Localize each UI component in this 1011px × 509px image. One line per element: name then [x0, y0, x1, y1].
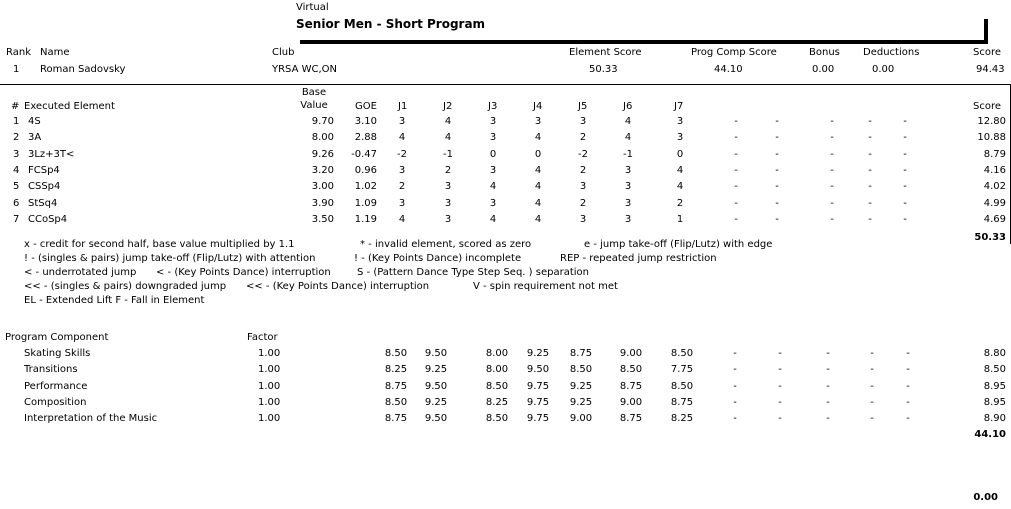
factor-header: Factor [247, 332, 278, 343]
element-base-value: 3.90 [311, 197, 334, 209]
element-score: 12.80 [977, 116, 1006, 127]
component-judge-score: 9.50 [424, 380, 448, 392]
element-judge-empty: - [903, 213, 907, 225]
element-judge-score: 4 [534, 197, 542, 209]
component-name: Transitions [24, 364, 78, 376]
component-score: 8.90 [983, 413, 1006, 425]
element-judge-score: -1 [623, 148, 633, 160]
element-judge-empty: - [830, 148, 834, 160]
element-score: 4.02 [983, 181, 1006, 193]
element-judge-score: 3 [489, 132, 497, 144]
element-judge-score: 0 [534, 148, 542, 160]
header-bracket [984, 19, 988, 44]
element-name: FCSp4 [28, 164, 60, 176]
element-judge-score: 3 [534, 116, 542, 127]
component-judge-empty: - [870, 364, 874, 376]
component-score: 8.50 [983, 364, 1006, 376]
element-name: CSSp4 [28, 181, 61, 193]
legend-incomplete: ! - (Key Points Dance) incomplete [354, 253, 522, 264]
component-factor: 1.00 [258, 380, 281, 392]
element-judge-score: 3 [444, 197, 452, 209]
element-judge-score: -1 [443, 148, 453, 160]
element-judge-empty: - [903, 148, 907, 160]
component-judge-score: 8.00 [485, 364, 509, 376]
element-judge-empty: - [775, 148, 779, 160]
skater-name: Roman Sadovsky [40, 64, 126, 75]
section-divider [0, 84, 1011, 85]
goe-header: GOE [355, 101, 377, 112]
element-judge-score: 4 [534, 213, 542, 225]
element-judge-empty: - [775, 197, 779, 209]
component-factor: 1.00 [258, 413, 281, 425]
element-score-header: Element Score [569, 47, 642, 58]
legend-rep: REP - repeated jump restriction [560, 253, 717, 264]
component-judge-empty: - [906, 396, 910, 408]
element-base-value: 3.20 [311, 164, 334, 176]
element-judge-empty: - [830, 197, 834, 209]
name-header: Name [40, 47, 70, 58]
element-judge-score: 2 [579, 164, 587, 176]
component-judge-empty: - [826, 364, 830, 376]
header-underline [300, 40, 986, 44]
component-judge-empty: - [733, 413, 737, 425]
component-judge-empty: - [778, 380, 782, 392]
component-judge-score: 9.25 [526, 348, 550, 359]
skater-club: YRSA WC,ON [272, 64, 338, 75]
element-goe: 3.10 [354, 116, 377, 127]
element-num-header: # [11, 101, 20, 112]
component-judge-empty: - [906, 348, 910, 359]
element-judge-empty: - [775, 181, 779, 193]
component-judge-empty: - [906, 413, 910, 425]
j5-header: J5 [578, 101, 588, 112]
element-score-col-header: Score [973, 101, 1002, 112]
component-judge-score: 9.25 [424, 396, 448, 408]
component-name: Performance [24, 380, 88, 392]
component-judge-empty: - [826, 413, 830, 425]
element-judge-score: 2 [444, 164, 452, 176]
element-name: 3Lz+3T< [28, 148, 75, 160]
element-goe: 1.09 [354, 197, 377, 209]
element-score: 4.16 [983, 164, 1006, 176]
component-judge-score: 8.50 [485, 380, 509, 392]
element-judge-empty: - [734, 197, 738, 209]
element-judge-score: 4 [624, 132, 632, 144]
legend-spin-req: V - spin requirement not met [473, 281, 618, 292]
deductions-total: 0.00 [973, 492, 998, 503]
component-judge-score: 8.75 [619, 380, 643, 392]
legend-separation: S - (Pattern Dance Type Step Seq. ) separation [357, 267, 589, 278]
component-judge-score: 8.50 [384, 348, 408, 359]
element-name: StSq4 [28, 197, 58, 209]
component-judge-score: 8.50 [384, 396, 408, 408]
j4-header: J4 [533, 101, 543, 112]
element-judge-score: 4 [534, 181, 542, 193]
component-judge-empty: - [906, 380, 910, 392]
component-score: 8.80 [983, 348, 1006, 359]
element-judge-score: 3 [489, 116, 497, 127]
element-judge-empty: - [868, 181, 872, 193]
element-base-value: 9.26 [311, 148, 334, 160]
element-judge-score: 2 [579, 132, 587, 144]
component-factor: 1.00 [258, 396, 281, 408]
element-judge-score: -2 [397, 148, 407, 160]
component-judge-empty: - [826, 348, 830, 359]
event-subtitle: Virtual [296, 2, 329, 13]
element-judge-empty: - [903, 116, 907, 127]
element-score: 4.69 [983, 213, 1006, 225]
component-judge-score: 8.75 [384, 380, 408, 392]
element-judge-score: 3 [398, 164, 406, 176]
component-score: 8.95 [983, 380, 1006, 392]
component-judge-score: 9.50 [526, 364, 550, 376]
element-judge-score: 3 [444, 181, 452, 193]
component-judge-empty: - [906, 364, 910, 376]
element-num: 6 [13, 197, 20, 209]
component-judge-score: 8.25 [485, 396, 509, 408]
component-judge-score: 9.00 [619, 348, 643, 359]
element-judge-score: 4 [534, 164, 542, 176]
component-judge-score: 9.25 [569, 380, 593, 392]
component-judge-empty: - [870, 396, 874, 408]
element-judge-empty: - [903, 164, 907, 176]
component-judge-empty: - [870, 348, 874, 359]
component-judge-score: 9.25 [569, 396, 593, 408]
element-judge-empty: - [775, 164, 779, 176]
legend-attention: ! - (singles & pairs) jump take-off (Flip/Lutz) with attention [24, 253, 316, 264]
j1-header: J1 [398, 101, 408, 112]
component-score: 8.95 [983, 396, 1006, 408]
deductions-header: Deductions [863, 47, 920, 58]
element-base-value: 3.00 [311, 181, 334, 193]
element-judge-empty: - [868, 213, 872, 225]
element-judge-empty: - [734, 132, 738, 144]
element-goe: -0.47 [351, 148, 377, 160]
legend-edge: e - jump take-off (Flip/Lutz) with edge [584, 239, 773, 250]
component-factor: 1.00 [258, 364, 281, 376]
component-judge-score: 8.50 [619, 364, 643, 376]
component-judge-score: 8.75 [670, 396, 694, 408]
element-judge-score: 4 [624, 116, 632, 127]
element-judge-empty: - [868, 197, 872, 209]
component-judge-score: 9.75 [526, 380, 550, 392]
prog-comp-score-header: Prog Comp Score [691, 47, 777, 58]
element-judge-empty: - [868, 148, 872, 160]
element-base-value: 9.70 [311, 116, 334, 127]
element-num: 7 [13, 213, 20, 225]
element-judge-empty: - [734, 164, 738, 176]
element-judge-score: 3 [444, 213, 452, 225]
element-judge-empty: - [734, 181, 738, 193]
element-judge-empty: - [734, 116, 738, 127]
component-judge-empty: - [778, 364, 782, 376]
j3-header: J3 [488, 101, 498, 112]
element-num: 1 [13, 116, 20, 127]
legend-lift-fall: EL - Extended Lift F - Fall in Element [24, 295, 205, 306]
event-title: Senior Men - Short Program [296, 17, 486, 31]
component-judge-empty: - [733, 380, 737, 392]
legend-interruption-2: << - (Key Points Dance) interruption [246, 281, 430, 292]
element-goe: 1.02 [354, 181, 377, 193]
component-judge-score: 8.50 [670, 348, 694, 359]
element-num: 3 [13, 148, 20, 160]
component-judge-score: 8.25 [384, 364, 408, 376]
element-judge-score: 4 [444, 132, 452, 144]
component-name: Composition [24, 396, 87, 408]
element-name: 4S [28, 116, 41, 127]
component-judge-empty: - [870, 380, 874, 392]
element-judge-score: 3 [676, 132, 684, 144]
components-total: 44.10 [974, 429, 1006, 440]
component-judge-score: 8.00 [485, 348, 509, 359]
component-judge-score: 9.75 [526, 413, 550, 425]
element-judge-empty: - [775, 132, 779, 144]
element-base-value: 8.00 [311, 132, 334, 144]
element-judge-empty: - [775, 116, 779, 127]
element-judge-score: 4 [489, 181, 497, 193]
component-judge-empty: - [826, 380, 830, 392]
component-judge-score: 7.75 [670, 364, 694, 376]
element-judge-score: 3 [579, 213, 587, 225]
score-header: Score [973, 47, 1002, 58]
skater-rank: 1 [13, 64, 20, 75]
component-judge-empty: - [778, 348, 782, 359]
element-score: 10.88 [977, 132, 1006, 144]
element-judge-score: 3 [489, 197, 497, 209]
element-num: 4 [13, 164, 20, 176]
total-score-value: 94.43 [976, 64, 1005, 75]
bonus-header: Bonus [809, 47, 840, 58]
element-judge-score: 4 [398, 213, 406, 225]
component-name: Interpretation of the Music [24, 413, 158, 425]
element-judge-empty: - [734, 213, 738, 225]
rank-header: Rank [6, 47, 31, 58]
element-judge-empty: - [775, 213, 779, 225]
component-judge-score: 8.75 [619, 413, 643, 425]
element-num: 5 [13, 181, 20, 193]
element-judge-score: 4 [444, 116, 452, 127]
legend-downgraded: << - (singles & pairs) downgraded jump [24, 281, 227, 292]
component-judge-empty: - [733, 364, 737, 376]
j6-header: J6 [623, 101, 633, 112]
legend-underrotated: < - underrotated jump [24, 267, 137, 278]
component-judge-score: 8.75 [569, 348, 593, 359]
legend-invalid: * - invalid element, scored as zero [360, 239, 532, 250]
element-judge-score: 0 [676, 148, 684, 160]
element-base-value: 3.50 [311, 213, 334, 225]
component-judge-score: 8.75 [384, 413, 408, 425]
element-goe: 0.96 [354, 164, 377, 176]
component-judge-score: 8.50 [569, 364, 593, 376]
element-judge-empty: - [868, 132, 872, 144]
element-judge-empty: - [903, 132, 907, 144]
element-judge-score: 3 [398, 116, 406, 127]
j2-header: J2 [443, 101, 453, 112]
element-name: CCoSp4 [28, 213, 68, 225]
component-judge-empty: - [778, 413, 782, 425]
component-judge-score: 9.00 [569, 413, 593, 425]
element-judge-score: 2 [676, 197, 684, 209]
element-judge-empty: - [830, 181, 834, 193]
component-judge-score: 8.50 [670, 380, 694, 392]
component-judge-empty: - [778, 396, 782, 408]
base-value-header: Base Value [300, 87, 328, 111]
elements-total: 50.33 [974, 232, 1006, 243]
element-goe: 2.88 [354, 132, 377, 144]
element-judge-score: 4 [676, 164, 684, 176]
element-judge-score: 3 [624, 164, 632, 176]
element-judge-empty: - [830, 132, 834, 144]
component-name: Skating Skills [24, 348, 91, 359]
element-judge-score: 1 [676, 213, 684, 225]
component-judge-empty: - [826, 396, 830, 408]
element-score: 8.79 [983, 148, 1006, 160]
element-judge-score: 3 [624, 213, 632, 225]
club-header: Club [272, 47, 295, 58]
legend-x: x - credit for second half, base value multiplied by 1.1 [24, 239, 295, 250]
element-judge-score: 4 [489, 213, 497, 225]
element-judge-score: 4 [534, 132, 542, 144]
component-judge-score: 8.25 [670, 413, 694, 425]
element-judge-empty: - [830, 164, 834, 176]
element-judge-score: 3 [676, 116, 684, 127]
element-judge-score: 0 [489, 148, 497, 160]
element-goe: 1.19 [354, 213, 377, 225]
element-judge-empty: - [734, 148, 738, 160]
element-judge-score: 4 [676, 181, 684, 193]
legend-interruption: < - (Key Points Dance) interruption [156, 267, 331, 278]
element-judge-score: 2 [398, 181, 406, 193]
element-judge-score: 3 [579, 181, 587, 193]
component-judge-empty: - [733, 396, 737, 408]
element-judge-score: -2 [578, 148, 588, 160]
component-judge-score: 9.25 [424, 364, 448, 376]
element-judge-empty: - [868, 164, 872, 176]
element-judge-empty: - [903, 197, 907, 209]
element-score: 4.99 [983, 197, 1006, 209]
element-judge-empty: - [830, 116, 834, 127]
component-factor: 1.00 [258, 348, 281, 359]
component-judge-empty: - [870, 413, 874, 425]
element-judge-empty: - [868, 116, 872, 127]
component-judge-score: 9.00 [619, 396, 643, 408]
component-judge-score: 8.50 [485, 413, 509, 425]
element-judge-score: 3 [489, 164, 497, 176]
component-judge-score: 9.50 [424, 413, 448, 425]
deductions-value: 0.00 [872, 64, 895, 75]
element-judge-score: 3 [579, 116, 587, 127]
bonus-value: 0.00 [812, 64, 835, 75]
component-judge-score: 9.50 [424, 348, 448, 359]
element-judge-empty: - [903, 181, 907, 193]
element-judge-score: 3 [398, 197, 406, 209]
program-component-header: Program Component [5, 332, 109, 343]
element-judge-score: 3 [624, 181, 632, 193]
j7-header: J7 [674, 101, 684, 112]
executed-element-header: Executed Element [24, 101, 115, 112]
element-judge-score: 2 [579, 197, 587, 209]
element-judge-empty: - [830, 213, 834, 225]
element-score-value: 50.33 [589, 64, 618, 75]
component-judge-empty: - [733, 348, 737, 359]
prog-comp-score-value: 44.10 [714, 64, 743, 75]
component-judge-score: 9.75 [526, 396, 550, 408]
element-name: 3A [28, 132, 42, 144]
element-num: 2 [13, 132, 20, 144]
element-judge-score: 3 [624, 197, 632, 209]
element-judge-score: 4 [398, 132, 406, 144]
